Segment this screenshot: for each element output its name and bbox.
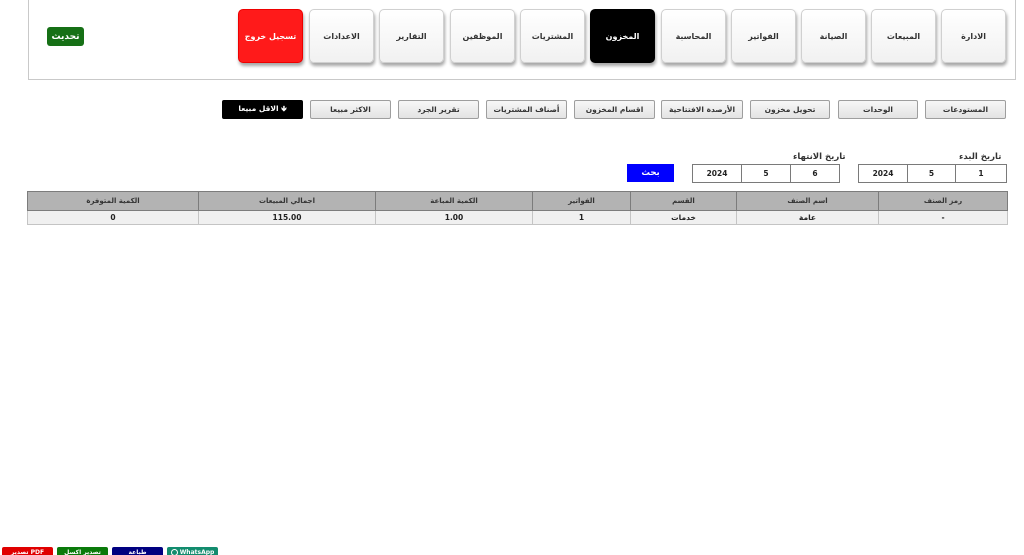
start-year-field[interactable]: 2024 — [858, 164, 908, 183]
column-header[interactable]: رمز الصنف — [879, 192, 1008, 211]
table-cell: عامة — [737, 211, 879, 225]
end-day-field[interactable]: 6 — [790, 164, 840, 183]
subtab-opening-balances[interactable]: الأرصدة الافتتاحية — [661, 100, 743, 119]
print-button[interactable]: طباعة — [112, 547, 163, 555]
whatsapp-label: WhatsApp — [179, 548, 215, 555]
nav-purchases[interactable]: المشتريات — [520, 9, 585, 63]
refresh-button[interactable]: تحديث — [47, 27, 84, 46]
nav-accounting[interactable]: المحاسبة — [661, 9, 726, 63]
table-cell: 115.00 — [199, 211, 376, 225]
end-month-field[interactable]: 5 — [741, 164, 791, 183]
column-header[interactable]: اسم الصنف — [737, 192, 879, 211]
table-cell: 0 — [28, 211, 199, 225]
nav-administration[interactable]: الادارة — [941, 9, 1006, 63]
column-header[interactable]: القسم — [631, 192, 737, 211]
table-header-row — [28, 192, 1008, 211]
column-header[interactable]: الفواتير — [533, 192, 631, 211]
table-cell: 1.00 — [376, 211, 533, 225]
logout-button[interactable]: تسجيل خروج — [238, 9, 303, 63]
table-cell: خدمات — [631, 211, 737, 225]
least-selling-table — [27, 191, 1008, 225]
nav-maintenance[interactable]: الصيانة — [801, 9, 866, 63]
whatsapp-button[interactable] — [167, 547, 218, 555]
end-year-field[interactable]: 2024 — [692, 164, 742, 183]
export-pdf-button[interactable]: تصدير PDF — [2, 547, 53, 555]
subtab-best-selling[interactable]: الاكثر مبيعا — [310, 100, 391, 119]
end-date-label: تاريخ الانتهاء — [793, 152, 846, 162]
start-month-field[interactable]: 5 — [907, 164, 956, 183]
nav-reports[interactable]: التقارير — [379, 9, 444, 63]
subtab-units[interactable]: الوحدات — [838, 100, 918, 119]
subtab-inventory-sections[interactable]: اقسام المخزون — [574, 100, 655, 119]
column-header[interactable]: اجمالي المبيعات — [199, 192, 376, 211]
subtab-purchase-items[interactable]: أصناف المشتريات — [486, 100, 567, 119]
table-row[interactable] — [28, 211, 1008, 225]
subtab-stock-transfer[interactable]: تحويل مخزون — [750, 100, 830, 119]
nav-inventory[interactable]: المخزون — [590, 9, 655, 63]
column-header[interactable]: الكمية المباعة — [376, 192, 533, 211]
whatsapp-icon — [171, 549, 178, 555]
subtab-least-selling[interactable]: الاقل مبيعا 🡻 — [222, 100, 303, 119]
nav-invoices[interactable]: الفواتير — [731, 9, 796, 63]
nav-employees[interactable]: الموظفين — [450, 9, 515, 63]
column-header[interactable]: الكمية المتوفرة — [28, 192, 199, 211]
nav-sales[interactable]: المبيعات — [871, 9, 936, 63]
subtab-inventory-report[interactable]: تقرير الجرد — [398, 100, 479, 119]
nav-settings[interactable]: الاعدادات — [309, 9, 374, 63]
export-excel-button[interactable]: تصدير اكسل — [57, 547, 108, 555]
start-date-label: تاريخ البدء — [959, 152, 1002, 162]
search-button[interactable]: بحث — [627, 164, 674, 182]
subtab-warehouses[interactable]: المستودعات — [925, 100, 1006, 119]
start-day-field[interactable]: 1 — [955, 164, 1007, 183]
table-cell: 1 — [533, 211, 631, 225]
table-cell: - — [879, 211, 1008, 225]
